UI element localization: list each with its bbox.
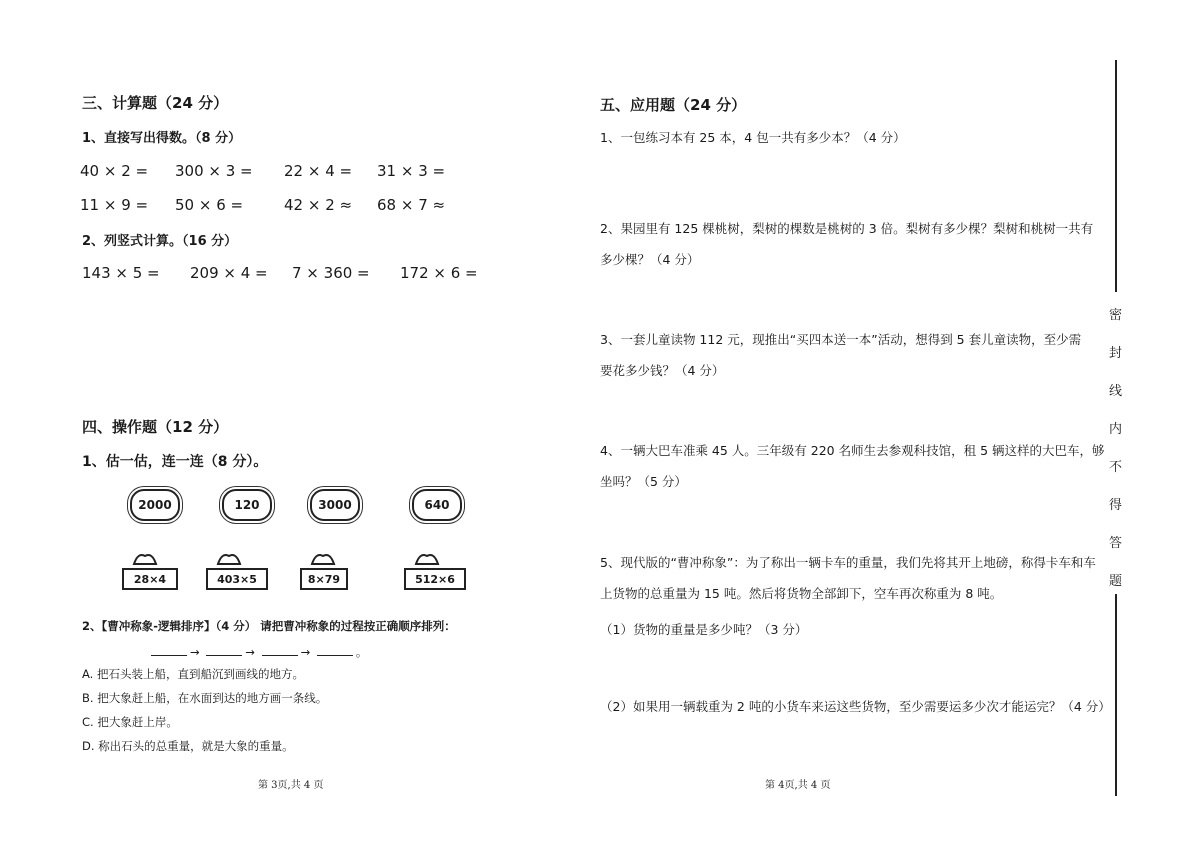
option-a: A. 把石头装上船，直到船沉到画线的地方。 bbox=[82, 667, 304, 681]
word-problem-1: 1、一包练习本有 25 本，4 包一共有多少本？（4 分） bbox=[600, 130, 906, 145]
order-blank[interactable] bbox=[262, 645, 298, 656]
vertical-calc-item: 7 × 360 = bbox=[292, 264, 370, 282]
calc-item: 22 × 4 = bbox=[284, 162, 353, 180]
cloud-answer-3000[interactable]: 3000 bbox=[310, 489, 360, 521]
truck-card[interactable] bbox=[404, 550, 466, 590]
page-footer: 第 3页,共 4 页 bbox=[258, 780, 324, 791]
left-page bbox=[0, 0, 560, 849]
seal-char: 封 bbox=[1109, 346, 1123, 361]
word-problem-4-line2: 坐吗？（5 分） bbox=[600, 474, 687, 489]
truck-card[interactable] bbox=[122, 550, 178, 590]
ordering-question: 2、【曹冲称象-逻辑排序】（4 分） 请把曹冲称象的过程按正确顺序排列： bbox=[82, 619, 456, 633]
seal-line-bottom bbox=[1115, 594, 1117, 796]
seal-char: 不 bbox=[1109, 460, 1123, 475]
word-problem-2-line1: 2、果园里有 125 棵桃树，梨树的棵数是桃树的 3 倍。梨树有多少棵？梨树和桃树一共有 bbox=[600, 221, 1094, 236]
option-b: B. 把大象赶上船，在水面到达的地方画一条线。 bbox=[82, 691, 328, 705]
truck-expression: 28×4 bbox=[122, 568, 178, 590]
right-page bbox=[560, 0, 1200, 849]
calc-item: 68 × 7 ≈ bbox=[377, 196, 446, 214]
calc-item: 11 × 9 = bbox=[80, 196, 149, 214]
truck-cab-icon bbox=[414, 550, 440, 566]
word-problem-3-line2: 要花多少钱？（4 分） bbox=[600, 363, 725, 378]
ordering-blanks bbox=[148, 644, 367, 660]
arrow: → bbox=[245, 645, 255, 659]
word-problem-2-line2: 多少棵？（4 分） bbox=[600, 252, 700, 267]
truck-cab-icon bbox=[310, 550, 336, 566]
truck-cab-icon bbox=[216, 550, 242, 566]
word-problem-5-sub1: （1）货物的重量是多少吨？（3 分） bbox=[600, 622, 808, 637]
seal-char: 内 bbox=[1109, 422, 1123, 437]
order-blank[interactable] bbox=[317, 645, 353, 656]
seal-char: 答 bbox=[1109, 536, 1123, 551]
seal-char: 线 bbox=[1109, 384, 1123, 399]
calc-q2-title: 2、列竖式计算。（16 分） bbox=[82, 234, 238, 249]
estimate-connect-title: 1、估一估，连一连（8 分）。 bbox=[82, 454, 268, 470]
seal-char: 题 bbox=[1109, 574, 1123, 589]
seal-char: 得 bbox=[1109, 498, 1123, 513]
cloud-answer-2000[interactable]: 2000 bbox=[130, 489, 180, 521]
word-problem-5-line2: 上货物的总重量为 15 吨。然后将货物全部卸下，空车再次称重为 8 吨。 bbox=[600, 586, 1003, 601]
period: 。 bbox=[355, 645, 368, 659]
vertical-calc-item: 172 × 6 = bbox=[400, 264, 478, 282]
vertical-calc-item: 209 × 4 = bbox=[190, 264, 268, 282]
cloud-answer-120[interactable]: 120 bbox=[222, 489, 272, 521]
truck-expression: 8×79 bbox=[300, 568, 348, 590]
section4-title: 四、操作题（12 分） bbox=[82, 418, 229, 436]
arrow: → bbox=[190, 645, 200, 659]
section5-title: 五、应用题（24 分） bbox=[600, 96, 747, 114]
section3-title: 三、计算题（24 分） bbox=[82, 94, 229, 112]
seal-line-top bbox=[1115, 60, 1117, 292]
truck-expression: 403×5 bbox=[206, 568, 268, 590]
calc-item: 42 × 2 ≈ bbox=[284, 196, 353, 214]
calc-item: 40 × 2 = bbox=[80, 162, 149, 180]
order-blank[interactable] bbox=[206, 645, 242, 656]
calc-q1-title: 1、直接写出得数。（8 分） bbox=[82, 131, 242, 146]
truck-expression: 512×6 bbox=[404, 568, 466, 590]
truck-card[interactable] bbox=[300, 550, 356, 590]
vertical-calc-item: 143 × 5 = bbox=[82, 264, 160, 282]
word-problem-5-sub2: （2）如果用一辆载重为 2 吨的小货车来运这些货物，至少需要运多少次才能运完？（4 分） bbox=[600, 699, 1111, 714]
truck-card[interactable] bbox=[206, 550, 268, 590]
word-problem-4-line1: 4、一辆大巴车准乘 45 人。三年级有 220 名师生去参观科技馆，租 5 辆这样的大巴车，够 bbox=[600, 443, 1105, 458]
word-problem-5-line1: 5、现代版的“曹冲称象”：为了称出一辆卡车的重量，我们先将其开上地磅，称得卡车和车 bbox=[600, 555, 1096, 570]
order-blank[interactable] bbox=[151, 645, 187, 656]
option-c: C. 把大象赶上岸。 bbox=[82, 715, 178, 729]
seal-char: 密 bbox=[1109, 308, 1123, 323]
calc-item: 50 × 6 = bbox=[175, 196, 244, 214]
word-problem-3-line1: 3、一套儿童读物 112 元，现推出“买四本送一本”活动，想得到 5 套儿童读物，至少需 bbox=[600, 332, 1082, 347]
truck-cab-icon bbox=[132, 550, 158, 566]
page-footer: 第 4页,共 4 页 bbox=[765, 780, 831, 791]
calc-item: 300 × 3 = bbox=[175, 162, 253, 180]
cloud-answer-640[interactable]: 640 bbox=[412, 489, 462, 521]
arrow: → bbox=[300, 645, 311, 659]
calc-item: 31 × 3 = bbox=[377, 162, 446, 180]
option-d: D. 称出石头的总重量，就是大象的重量。 bbox=[82, 739, 294, 753]
